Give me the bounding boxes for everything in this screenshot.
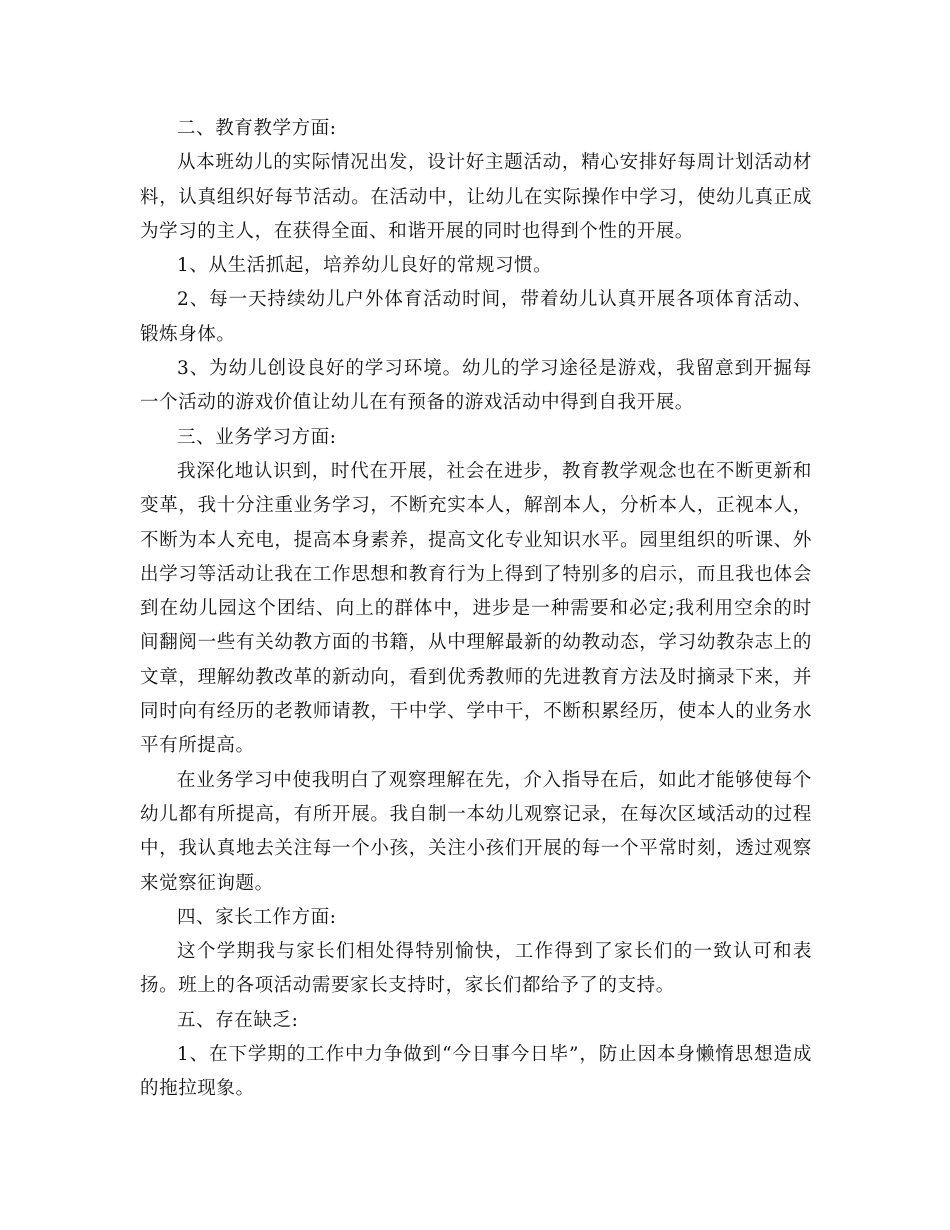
paragraph-parents: 这个学期我与家长们相处得特别愉快，工作得到了家长们的一致认可和表扬。班上的各项活动需要家长支持时，家长们都给予了的支持。 [140, 941, 812, 997]
paragraph-teaching-item-3: 3、为幼儿创设良好的学习环境。幼儿的学习途径是游戏，我留意到开掘每一个活动的游戏价值让幼儿在有预备的游戏活动中得到自我开展。 [140, 358, 812, 414]
paragraph-shortcomings-item-1: 1、在下学期的工作中力争做到“今日事今日毕”，防止因本身懒惰思想造成的拖拉现象。 [140, 1044, 812, 1100]
paragraph-teaching-item-2: 2、每一天持续幼儿户外体育活动时间，带着幼儿认真开展各项体育活动、锻炼身体。 [140, 289, 812, 345]
paragraph-study-observation: 在业务学习中使我明白了观察理解在先，介入指导在后，如此才能够使每个幼儿都有所提高，有所开展。我自制一本幼儿观察记录，在每次区域活动的过程中，我认真地去关注每一个小孩，关注小孩们开展的每一个平常时刻，透过观察来觉察征询题。 [140, 769, 812, 894]
section-heading-shortcomings: 五、存在缺乏: [177, 1009, 299, 1031]
paragraph-teaching-item-1: 1、从生活抓起，培养幼儿良好的常规习惯。 [177, 255, 553, 277]
section-heading-parents: 四、家长工作方面: [177, 906, 337, 928]
paragraph-teaching-intro: 从本班幼儿的实际情况出发，设计好主题活动，精心安排好每周计划活动材料，认真组织好每节活动。在活动中，让幼儿在实际操作中学习，使幼儿真正成为学习的主人，在获得全面、和谐开展的同时也得到个性的开展。 [140, 152, 812, 242]
section-heading-study: 三、业务学习方面: [177, 426, 337, 448]
section-heading-teaching: 二、教育教学方面: [177, 118, 337, 139]
paragraph-study-main: 我深化地认识到，时代在开展，社会在进步，教育教学观念也在不断更新和变革，我十分注重业务学习，不断充实本人，解剖本人，分析本人，正视本人，不断为本人充电，提高本身素养，提高文化专业知识水平。园里组织的听课、外出学习等活动让我在工作思想和教育行为上得到了特别多的启示，而且我也体会到在幼儿园这个团结、向上的群体中，进步是一种需要和必定;我利用空余的时间翻阅一些有关幼教方面的书籍，从中理解最新的幼教动态，学习幼教杂志上的文章，理解幼教改革的新动向，看到优秀教师的先进教育方法及时摘录下来，并同时向有经历的老教师请教，干中学、学中干，不断积累经历，使本人的业务水平有所提高。 [140, 460, 812, 757]
document-page [140, 112, 812, 1107]
